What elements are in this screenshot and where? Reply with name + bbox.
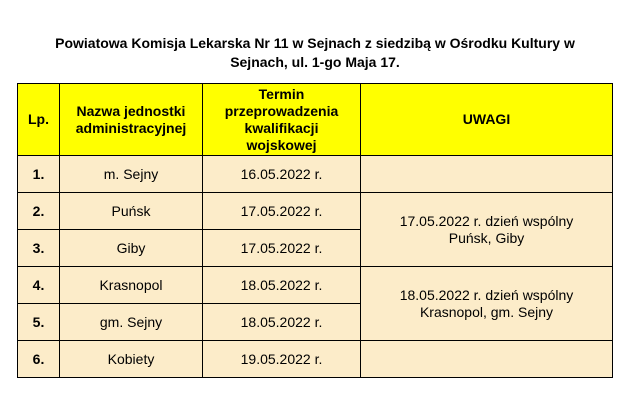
- cell-notes-group-2: 18.05.2022 r. dzień wspólny Krasnopol, gm. Sejny: [361, 267, 613, 341]
- header-term: Termin przeprowadzenia kwalifikacji wojskowej: [203, 84, 361, 156]
- table-row: [18, 267, 613, 304]
- table-row: [18, 341, 613, 378]
- cell-name: m. Sejny: [60, 156, 203, 193]
- cell-date: 19.05.2022 r.: [203, 341, 361, 378]
- header-lp: Lp.: [18, 84, 60, 156]
- title-line-1: Powiatowa Komisja Lekarska Nr 11 w Sejnach z siedzibą w Ośrodku Kultury w: [55, 35, 575, 51]
- header-notes: UWAGI: [361, 84, 613, 156]
- cell-lp: 4.: [18, 267, 60, 304]
- header-name: Nazwa jednostki administracyjnej: [60, 84, 203, 156]
- cell-name: Krasnopol: [60, 267, 203, 304]
- cell-date: 17.05.2022 r.: [203, 230, 361, 267]
- cell-notes: [361, 156, 613, 193]
- title-line-2: Sejnach, ul. 1-go Maja 17.: [230, 54, 400, 70]
- cell-date: 18.05.2022 r.: [203, 267, 361, 304]
- table-row: [18, 193, 613, 230]
- table-row: [18, 156, 613, 193]
- cell-date: 17.05.2022 r.: [203, 193, 361, 230]
- cell-name: Kobiety: [60, 341, 203, 378]
- cell-lp: 2.: [18, 193, 60, 230]
- cell-date: 16.05.2022 r.: [203, 156, 361, 193]
- cell-lp: 5.: [18, 304, 60, 341]
- cell-lp: 1.: [18, 156, 60, 193]
- schedule-table: [17, 83, 613, 378]
- page-title: [0, 34, 630, 72]
- cell-lp: 3.: [18, 230, 60, 267]
- cell-name: Giby: [60, 230, 203, 267]
- header-row: [18, 84, 613, 156]
- cell-name: Puńsk: [60, 193, 203, 230]
- cell-name: gm. Sejny: [60, 304, 203, 341]
- cell-notes-group-1: 17.05.2022 r. dzień wspólny Puńsk, Giby: [361, 193, 613, 267]
- cell-notes: [361, 341, 613, 378]
- cell-date: 18.05.2022 r.: [203, 304, 361, 341]
- cell-lp: 6.: [18, 341, 60, 378]
